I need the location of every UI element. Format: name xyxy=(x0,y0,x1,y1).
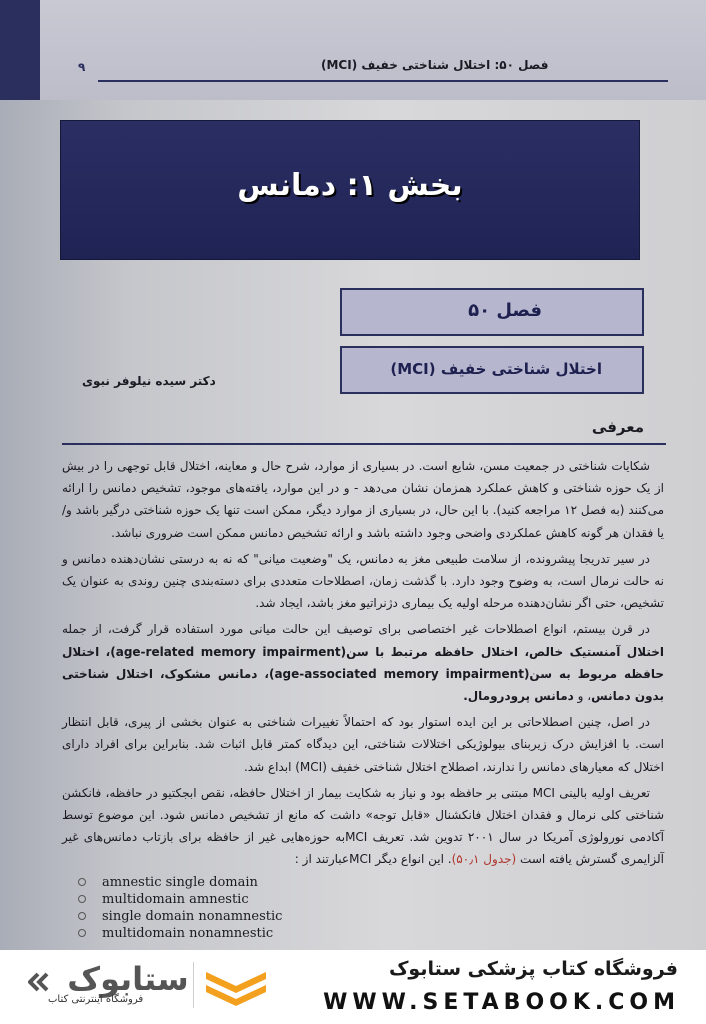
section-rule xyxy=(62,443,666,445)
store-footer xyxy=(0,950,706,1024)
setabook-logo[interactable] xyxy=(28,956,298,1018)
store-url[interactable]: WWW.SETABOOK.COM xyxy=(323,990,680,1015)
bullet-icon xyxy=(78,895,86,903)
header-rule xyxy=(98,80,668,82)
paragraph-2: در سیر تدریجا پیشرونده، از سلامت طبیعی مغز به دمانس، یک "وضعیت میانی" که نه به درستی نشان‌دهنده دمانس و نه حالت نرمال است، به وضوح وجود دارد. با گذشت زمان، اصطلاحات متعددی برای دسته‌بندی چنین روندی به عنوان یک تشخیص، حتی اگر نشان‌دهنده مرحله اولیه یک بیماری دژنراتیو مغز باشد، ایجاد شد. xyxy=(62,551,664,611)
bullet-icon xyxy=(78,912,86,920)
page-corner-tab xyxy=(0,0,40,100)
paragraph-3 xyxy=(62,618,664,707)
paragraph-3-terms: اختلال آمنستیک خالص، اختلال حافظه مرتبط با سن(age-related memory impairment)، اختلال حافظه مربوط به سن(age-associated memory impairment)، دمانس مشکوک، اختلال شناختی بدون دمانس xyxy=(62,644,664,704)
chapter-number-box xyxy=(340,288,644,336)
chapter-title-box xyxy=(340,346,644,394)
part-banner xyxy=(60,120,640,260)
paragraph-5-text: تعریف اولیه بالینی MCI مبتنی بر حافظه بود و نیاز به شکایت بیمار از اختلال حافظه، نقص ابجکتیو در حافظه، فانکشن شناختی کلی نرمال و فقدان اختلال فانکشنال «قابل توجه» داشت که مانع از تشخیص دمانس شود. این موضوع توسط آکادمی نورولوژی آمریکا در سال ۲۰۰۱ تدوین شد. تعریف MCIبه حوزه‌هایی غیر از حافظه برای بازتاب دمانس‌های غیر آلزایمری گسترش یافته است xyxy=(62,785,664,867)
logo-wordmark: ستابوک xyxy=(67,960,189,998)
paragraph-4: در اصل، چنین اصطلاحاتی بر این ایده استوار بود که احتمالاً تغییرات شناختی به عنوان بخشی از پیری، قابل انتظار است. با افزایش درک زیربنای بیولوژیکی اختلالات شناختی، این دیدگاه کمتر قابل اثبات شد. بنابراین برای افراد دارای اختلال که معیارهای دمانس را ندارند، اصطلاح اختلال شناختی خفیف (MCI) ابداع شد. xyxy=(62,715,664,774)
part-title: بخش ۱: دمانس xyxy=(237,168,463,203)
paragraph-3-mid: ، و xyxy=(577,689,592,704)
list-item: multidomain nonamnestic xyxy=(78,925,282,942)
logo-divider xyxy=(193,962,194,1008)
list-item: amnestic single domain xyxy=(78,874,282,891)
chapter-title: اختلال شناختی خفیف (MCI) xyxy=(390,360,602,378)
list-item: multidomain amnestic xyxy=(78,891,282,908)
table-reference-link[interactable]: (جدول ۵۰٫۱) xyxy=(451,852,517,867)
chapter-number: فصل ۵۰ xyxy=(468,300,542,321)
paragraph-3-terms-end: دمانس پرودرومال. xyxy=(463,689,574,704)
section-title: معرفی xyxy=(591,418,644,436)
logo-subtext: فروشگاه اینترنتی کتاب xyxy=(48,994,144,1005)
chapter-author: دکتر سیده نیلوفر نبوی xyxy=(82,374,216,388)
store-name: فروشگاه کتاب پزشکی ستابوک xyxy=(388,958,678,980)
paragraph-5 xyxy=(62,782,664,871)
bullet-icon xyxy=(78,929,86,937)
mci-subtype-list xyxy=(78,874,282,942)
body-text xyxy=(62,455,664,875)
logo-chevrons-icon xyxy=(30,974,47,990)
running-title: فصل ۵۰: اختلال شناختی خفیف (MCI) xyxy=(321,58,549,72)
book-stack-icon xyxy=(206,972,266,1006)
bullet-icon xyxy=(78,878,86,886)
page-header xyxy=(40,0,706,100)
paragraph-5-end: . این انواع دیگر MCIعبارتند از : xyxy=(294,852,452,867)
paragraph-3-intro: در قرن بیستم، انواع اصطلاحات غیر اختصاصی برای توصیف این حالت میانی مورد استفاده قرار گرفت، از جمله xyxy=(62,622,650,637)
paragraph-1: شکایات شناختی در جمعیت مسن، شایع است. در بسیاری از موارد، شرح حال و معاینه، اختلال قابل توجهی را در بیش از یک حوزه شناختی و کاهش عملکرد همزمان نشان می‌دهد - و در این موارد، یافته‌های موجود، تشخیص دمانس را ارائه می‌کنند (به فصل ۱۲ مراجعه کنید). با این حال، در بسیاری از موارد دیگر، ممکن است تنها یک حوزه شناختی درگیر باشد و/یا فقدان هر گونه کاهش عملکردی واضحی وجود داشته باشد و ارائه تشخیص دمانس ممکن است ضروری نباشد. xyxy=(62,459,665,540)
page-number: ۹ xyxy=(78,60,86,74)
list-item: single domain nonamnestic xyxy=(78,908,282,925)
